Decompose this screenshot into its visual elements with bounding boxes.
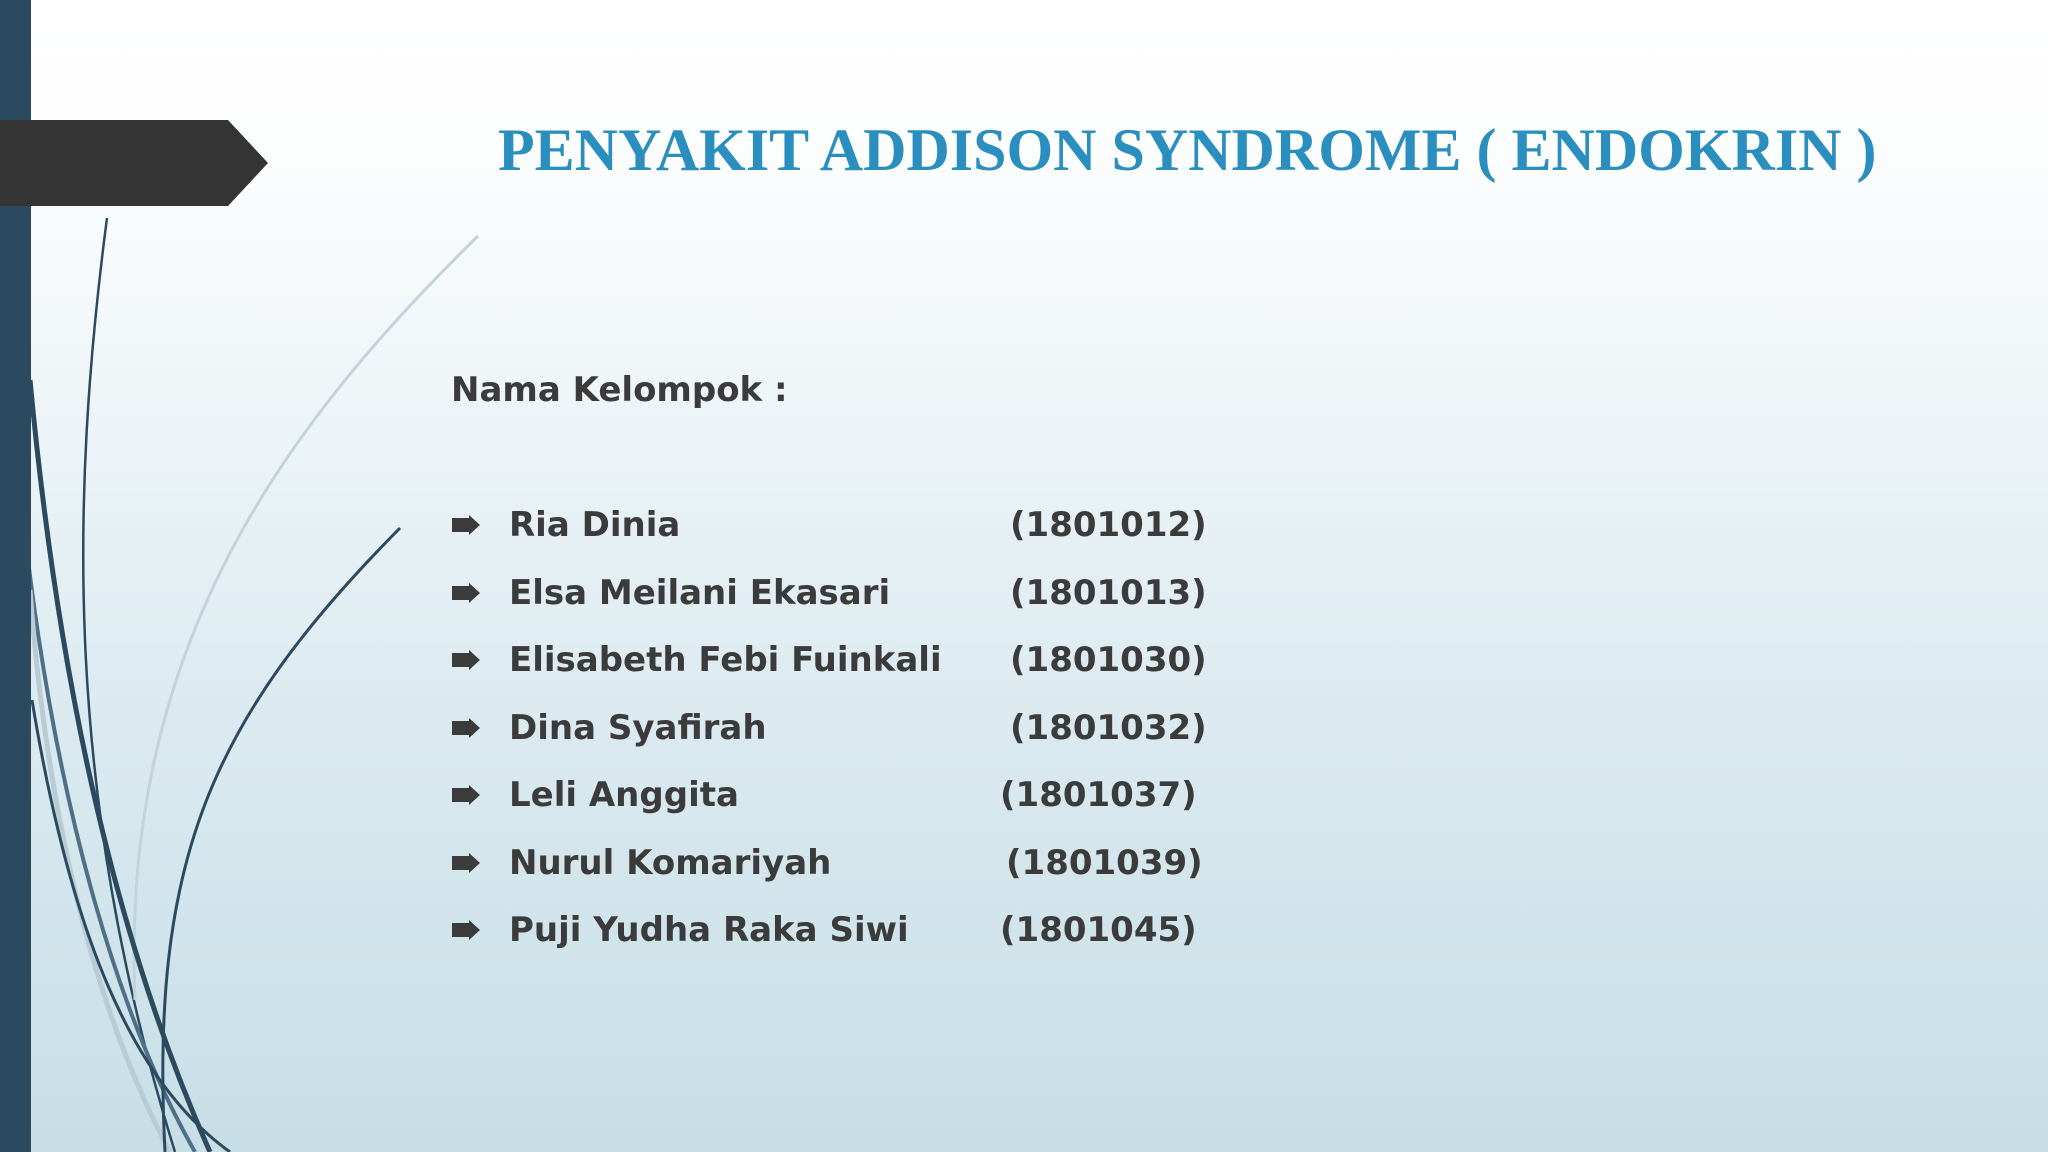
member-name: Nurul Komariyah (509, 842, 832, 883)
member-id: (1801030) (1010, 640, 1207, 680)
arrow-bullet-icon (451, 785, 481, 805)
list-item (451, 900, 1211, 968)
list-item (451, 495, 1211, 563)
list-item (451, 698, 1211, 766)
group-label: Nama Kelompok : (451, 370, 788, 410)
member-name: Puji Yudha Raka Siwi (509, 910, 909, 950)
member-id: (1801037) (1000, 775, 1197, 815)
arrow-bullet-icon (451, 650, 481, 670)
member-name: Elisabeth Febi Fuinkali (509, 640, 942, 680)
member-name: Ria Dinia (509, 505, 681, 545)
list-item (451, 765, 1211, 833)
arrow-bullet-icon (451, 583, 481, 603)
member-name: Elsa Meilani Ekasari (509, 572, 891, 613)
member-name: Dina Syafirah (509, 707, 767, 748)
arrow-bullet-icon (451, 515, 481, 535)
slide-title: PENYAKIT ADDISON SYNDROME ( ENDOKRIN ) (498, 117, 1877, 183)
arrow-bullet-icon (451, 718, 481, 738)
arrow-bullet-icon (451, 853, 481, 873)
member-id: (1801013) (1010, 572, 1207, 613)
list-item (451, 563, 1211, 631)
member-id: (1801032) (1010, 707, 1207, 748)
arrow-bullet-icon (451, 920, 481, 940)
member-id: (1801039) (1006, 842, 1203, 883)
member-id: (1801045) (1000, 910, 1197, 950)
list-item (451, 630, 1211, 698)
member-id: (1801012) (1010, 505, 1207, 545)
member-name: Leli Anggita (509, 775, 739, 815)
list-item (451, 833, 1211, 901)
title-tab-shape (0, 120, 270, 206)
member-list (451, 495, 1211, 968)
